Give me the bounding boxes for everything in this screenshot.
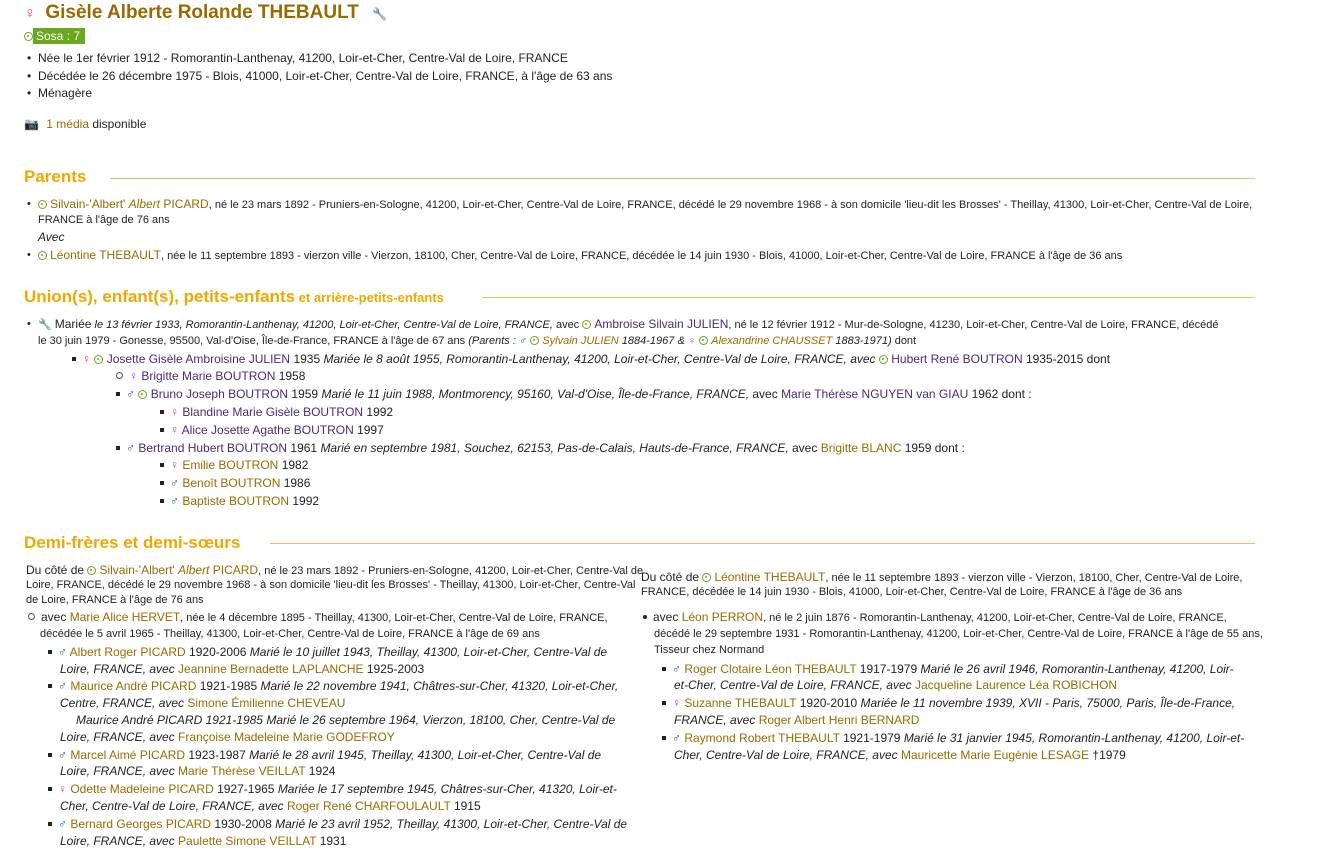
half-sibling-spouse-link[interactable]: Roger René CHARFOULAULT	[286, 799, 451, 813]
great-grandchild-link[interactable]: Baptiste BOUTRON	[182, 494, 290, 508]
half-sibling-spouse-link[interactable]: Simone Émilienne CHEVEAU	[187, 696, 346, 710]
media-row	[24, 116, 146, 133]
sosa-icon	[87, 566, 96, 575]
child-row: ♀ Josette Gisèle Ambroisine JULIEN 1935 Mariée le 8 août 1955, Romorantin-Lanthenay, 41200, Loir-et-Cher, Centre-Val de Loire, FRANCE, avec Hubert René BOUTRON 1935-2015 dont	[72, 351, 1110, 368]
half-sibling-cont: Loire, FRANCE, avec Paulette Simone VEILLAT 1931	[60, 834, 347, 848]
avec-label: Avec	[38, 230, 65, 244]
sosa-label: Sosa : 7	[33, 28, 85, 44]
female-icon: ♀	[24, 5, 36, 22]
sosa-icon	[24, 32, 33, 41]
mother-row: • Léontine THEBAULT, née le 11 septembre 1893 - vierzon ville - Vierzon, 18100, Cher, Centre-Val de Loire, FRANCE, décédée le 14 juin 1930 - Blois, 41000, Loir-et-Cher, Centre-Val de Loire, FRANCE à l'âge de 36 ans	[38, 247, 1122, 265]
spouse-info-cont: le 30 juin 1979 - Gonesse, 95500, Val-d'Oise, Île-de-France, FRANCE à l'âge de 67 ans (Parents : ♂ Sylvain JULIEN 1884-1967 & ♀ Alexandrine CHAUSSET 1883-1971) dont	[38, 335, 917, 347]
male-icon: ♂	[672, 731, 681, 745]
half-sibling-row: ♂ Raymond Robert THEBAULT 1921-1979 Marié le 31 janvier 1945, Romorantin-Lanthenay, 41200, Loir-et-	[662, 730, 1244, 747]
left-parent-info-cont: de Loire, FRANCE à l'âge de 76 ans	[26, 594, 204, 606]
right-spouse-link[interactable]: Léon PERRON	[681, 610, 764, 624]
spouse-father-link[interactable]: Sylvain JULIEN	[542, 335, 619, 347]
great-grandchild-link[interactable]: Blandine Marie Gisèle BOUTRON	[182, 405, 364, 419]
half-sibling-row: ♂ Marcel Aimé PICARD 1923-1987 Marié le 28 avril 1945, Theillay, 41300, Loir-et-Cher, Centre-Val de	[48, 747, 601, 764]
female-icon: ♀	[687, 335, 697, 347]
male-icon: ♂	[126, 387, 135, 401]
great-grandchild-row: ♀ Emilie BOUTRON 1982	[160, 457, 308, 474]
half-sibling-row: ♂ Roger Clotaire Léon THEBAULT 1917-1979 Marié le 26 avril 1946, Romorantin-Lanthenay, 41200, Loir-	[662, 661, 1234, 678]
camera-icon: 📷	[24, 117, 39, 131]
half-sibling-link[interactable]: Odette Madeleine PICARD	[70, 782, 214, 796]
page-title-row	[24, 4, 387, 23]
half-sibling-link[interactable]: Maurice André PICARD	[70, 679, 197, 693]
grandchild-row: ♂ Bertrand Hubert BOUTRON 1961 Marié en septembre 1981, Souchez, 62153, Pas-de-Calais, Hauts-de-France, FRANCE, avec Brigitte BLANC 1959 dont :	[116, 440, 965, 457]
sosa-icon	[38, 200, 47, 209]
male-icon: ♂	[518, 335, 528, 347]
section-divider	[482, 297, 1255, 298]
male-icon: ♂	[126, 441, 135, 455]
father-info-cont: FRANCE à l'âge de 76 ans	[38, 214, 170, 226]
female-icon: ♀	[170, 458, 179, 472]
sosa-icon	[138, 390, 147, 399]
sosa-icon	[699, 336, 708, 345]
great-grandchild-row: ♂ Benoît BOUTRON 1986	[160, 475, 310, 492]
half-sibling-spouse-link[interactable]: Jacqueline Laurence Léa ROBICHON	[914, 678, 1118, 692]
half-siblings-heading: Demi-frères et demi-sœurs	[24, 533, 241, 552]
female-icon: ♀	[170, 423, 179, 437]
occupation-info: • Ménagère	[38, 85, 92, 102]
male-icon: ♂	[58, 679, 67, 693]
death-info: • Décédée le 26 décembre 1975 - Blois, 41000, Loir-et-Cher, Centre-Val de Loire, FRANCE, à l'âge de 63 ans	[38, 68, 612, 85]
sosa-icon	[879, 355, 888, 364]
grandchild-row: ♀ Brigitte Marie BOUTRON 1958	[116, 368, 305, 385]
male-icon: ♂	[170, 476, 179, 490]
right-spouse-info-cont: décédé le 29 septembre 1931 - Romorantin-Lanthenay, 41200, Loir-et-Cher, Centre-Val de Loire, FRANCE à l'âge de 55 ans,	[654, 628, 1263, 640]
half-sibling-row: ♀ Odette Madeleine PICARD 1927-1965 Mariée le 17 septembre 1945, Châtres-sur-Cher, 41320, Loir-et-	[48, 781, 617, 798]
male-icon: ♂	[170, 494, 179, 508]
father-link[interactable]: Silvain-'Albert' Albert PICARD	[50, 197, 209, 211]
male-icon: ♂	[58, 645, 67, 659]
great-grandchild-link[interactable]: Benoît BOUTRON	[182, 476, 281, 490]
half-sibling-link[interactable]: Albert Roger PICARD	[69, 645, 186, 659]
half-sibling-row: ♂ Albert Roger PICARD 1920-2006 Marié le 10 juillet 1943, Theillay, 41300, Loir-et-Cher, Centre-Val de	[48, 644, 607, 661]
half-sibling-spouse-link[interactable]: Françoise Madeleine Marie GODEFROY	[178, 730, 395, 744]
child-spouse-link[interactable]: Hubert René BOUTRON	[891, 352, 1023, 366]
sosa-icon	[530, 336, 539, 345]
wrench-icon[interactable]: 🔧	[372, 7, 388, 21]
male-icon: ♂	[672, 662, 681, 676]
media-suffix: disponible	[92, 117, 147, 131]
half-sibling-cont: Cher, Centre-Val de Loire, FRANCE, avec Mauricette Marie Eugénie LESAGE †1979	[674, 748, 1126, 762]
male-icon: ♂	[58, 748, 67, 762]
great-grandchild-link[interactable]: Alice Josette Agathe BOUTRON	[181, 423, 354, 437]
female-icon: ♀	[672, 696, 681, 710]
grandchild-spouse-link[interactable]: Brigitte BLANC	[820, 441, 902, 455]
female-icon: ♀	[129, 369, 138, 383]
sosa-icon	[582, 320, 591, 329]
right-parent-row: Du côté de Léontine THEBAULT, née le 11 septembre 1893 - vierzon ville - Vierzon, 18100, Cher, Centre-Val de Loire,	[641, 570, 1243, 584]
half-sibling-cont: et-Cher, Centre-Val de Loire, FRANCE, avec Jacqueline Laurence Léa ROBICHON	[674, 678, 1118, 692]
half-sibling-link[interactable]: Roger Clotaire Léon THEBAULT	[684, 662, 857, 676]
wrench-icon[interactable]: 🔧	[38, 319, 52, 331]
media-link[interactable]: 1 média	[46, 117, 89, 131]
half-sibling-spouse-link[interactable]: Jeannine Bernadette LAPLANCHE	[178, 662, 364, 676]
half-sibling-link[interactable]: Suzanne THEBAULT	[684, 696, 797, 710]
half-sibling-cont: Centre, FRANCE, avec Simone Émilienne CHEVEAU	[60, 696, 346, 710]
female-icon: ♀	[82, 352, 91, 366]
great-grandchild-row: ♀ Blandine Marie Gisèle BOUTRON 1992	[160, 404, 393, 421]
left-spouse-link[interactable]: Marie Alice HERVET	[69, 610, 181, 624]
page-title: Gisèle Alberte Rolande THEBAULT	[45, 2, 359, 23]
grandchild-link[interactable]: Bruno Joseph BOUTRON	[150, 387, 289, 401]
father-row: • Silvain-'Albert' Albert PICARD, né le 23 mars 1892 - Pruniers-en-Sologne, 41200, Loir-et-Cher, Centre-Val de Loire, FRANCE, décédé le 29 novembre 1968 - à son domicile 'lieu-dit les Brosses' - Theillay, 41300, Loir-et-Cher, Centre-Val de Loire,	[38, 196, 1252, 214]
half-sibling-link[interactable]: Bernard Georges PICARD	[70, 817, 212, 831]
sosa-icon	[38, 251, 47, 260]
marriage-row: • 🔧 Mariée le 13 février 1933, Romorantin-Lanthenay, 41200, Loir-et-Cher, Centre-Val de Loire, FRANCE, avec Ambroise Silvain JULIEN, né le 12 février 1912 - Mur-de-Sologne, 41230, Loir-et-Cher, Centre-Val de Loire, FRANCE, décédé	[38, 316, 1219, 334]
sosa-icon	[702, 573, 711, 582]
half-sibling-spouse-link[interactable]: Roger Albert Henri BERNARD	[758, 713, 920, 727]
birth-info: • Née le 1er février 1912 - Romorantin-Lanthenay, 41200, Loir-et-Cher, Centre-Val de Loire, FRANCE	[38, 50, 568, 67]
grandchild-row: ♂ Bruno Joseph BOUTRON 1959 Marié le 11 juin 1988, Montmorency, 95160, Val-d'Oise, Île-de-France, FRANCE, avec Marie Thérèse NGUYEN van GIAU 1962 dont :	[116, 386, 1032, 403]
parents-heading: Parents	[24, 167, 87, 186]
sosa-badge	[24, 28, 85, 45]
half-sibling-row: ♂ Bernard Georges PICARD 1930-2008 Marié le 23 avril 1952, Theillay, 41300, Loir-et-Cher, Centre-Val de	[48, 816, 627, 833]
half-sibling-link[interactable]: Marcel Aimé PICARD	[70, 748, 186, 762]
great-grandchild-row: ♀ Alice Josette Agathe BOUTRON 1997	[160, 422, 384, 439]
half-sibling-cont: Loire, FRANCE, avec Françoise Madeleine Marie GODEFROY	[60, 730, 395, 744]
half-sibling-spouse-link[interactable]: Marie Thérèse VEILLAT	[178, 764, 306, 778]
spouse-mother-link[interactable]: Alexandrine CHAUSSET	[711, 335, 833, 347]
right-parent-info-cont: FRANCE, décédée le 14 juin 1930 - Blois, 41000, Loir-et-Cher, Centre-Val de Loire, FRANCE à l'âge de 36 ans	[641, 586, 1183, 598]
half-sibling-spouse-link[interactable]: Paulette Simone VEILLAT	[178, 834, 317, 848]
sosa-icon	[94, 355, 103, 364]
section-divider	[110, 178, 1255, 179]
right-parent-link[interactable]: Léontine THEBAULT	[714, 570, 826, 584]
female-icon: ♀	[170, 405, 179, 419]
half-sibling-cont: Cher, Centre-Val de Loire, FRANCE, avec Roger René CHARFOULAULT 1915	[60, 799, 481, 813]
section-divider	[270, 543, 1255, 544]
half-sibling-row: ♂ Maurice André PICARD 1921-1985 Marié le 22 novembre 1941, Châtres-sur-Cher, 41320, Loir-et-Cher,	[48, 678, 618, 695]
female-icon: ♀	[58, 782, 67, 796]
half-sibling-cont: Loire, FRANCE, avec Jeannine Bernadette LAPLANCHE 1925-2003	[60, 662, 425, 676]
left-parent-info-cont: Loire, FRANCE, décédé le 29 novembre 1968 - à son domicile 'lieu-dit les Brosses' - Theillay, 41300, Loir-et-Cher, Centre-Val	[26, 579, 636, 591]
half-sibling-link[interactable]: Raymond Robert THEBAULT	[684, 731, 840, 745]
half-sibling-cont: FRANCE, avec Roger Albert Henri BERNARD	[674, 713, 920, 727]
right-spouse-info-cont: Tisseur chez Normand	[654, 644, 765, 656]
half-sibling-cont: Maurice André PICARD 1921-1985 Marié le 26 septembre 1964, Vierzon, 18100, Cher, Centre-Val de	[76, 713, 616, 727]
great-grandchild-row: ♂ Baptiste BOUTRON 1992	[160, 493, 319, 510]
male-icon: ♂	[58, 817, 67, 831]
left-spouse-info-cont: décédée le 5 avril 1965 - Theillay, 41300, Loir-et-Cher, Centre-Val de Loire, FRANCE à l'âge de 69 ans	[40, 628, 540, 640]
child-link[interactable]: Josette Gisèle Ambroisine JULIEN	[106, 352, 291, 366]
grandchild-link[interactable]: Bertrand Hubert BOUTRON	[138, 441, 288, 455]
left-parent-row: Du côté de Silvain-'Albert' Albert PICARD, né le 23 mars 1892 - Pruniers-en-Sologne, 41200, Loir-et-Cher, Centre-Val de	[26, 563, 644, 577]
half-sibling-row: ♀ Suzanne THEBAULT 1920-2010 Mariée le 11 novembre 1939, XVII - Paris, 75000, Paris, Île-de-France,	[662, 695, 1235, 712]
grandchild-link[interactable]: Brigitte Marie BOUTRON	[141, 369, 276, 383]
spouse-link[interactable]: Ambroise Silvain JULIEN	[594, 317, 729, 331]
half-sibling-spouse-link[interactable]: Mauricette Marie Eugénie LESAGE	[900, 748, 1090, 762]
great-grandchild-link[interactable]: Emilie BOUTRON	[182, 458, 279, 472]
left-parent-link[interactable]: Silvain-'Albert' Albert PICARD	[99, 563, 259, 577]
left-spouse-row: avec Marie Alice HERVET, née le 4 décembre 1895 - Theillay, 41300, Loir-et-Cher, Centre-Val de Loire, FRANCE,	[28, 609, 608, 627]
unions-heading: Union(s), enfant(s), petits-enfants et arrière-petits-enfants	[24, 287, 444, 306]
right-spouse-row: avec Léon PERRON, né le 2 juin 1876 - Romorantin-Lanthenay, 41200, Loir-et-Cher, Centre-Val de Loire, FRANCE,	[643, 609, 1227, 627]
half-sibling-cont: Loire, FRANCE, avec Marie Thérèse VEILLAT 1924	[60, 764, 336, 778]
grandchild-spouse-link[interactable]: Marie Thérèse NGUYEN van GIAU	[781, 387, 969, 401]
mother-link[interactable]: Léontine THEBAULT	[50, 248, 162, 262]
